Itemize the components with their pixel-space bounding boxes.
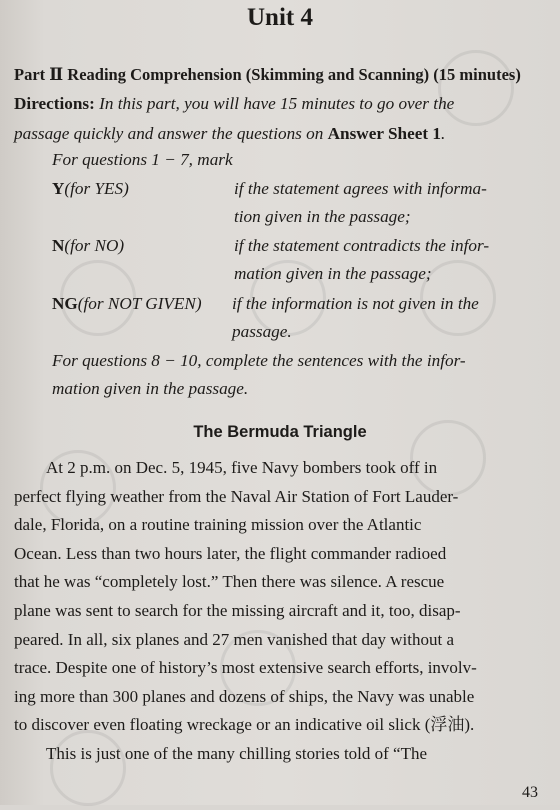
- mark-desc: tion given in the passage;: [234, 207, 411, 226]
- mark-paren: (for NO): [64, 236, 125, 255]
- directions-text: .: [440, 124, 446, 143]
- page-number: 43: [522, 784, 538, 801]
- passage-line: At 2 p.m. on Dec. 5, 1945, five Navy bombers took off in: [46, 458, 438, 477]
- mark-key: NG: [52, 294, 78, 313]
- unit-title: Unit 4: [247, 4, 313, 31]
- passage-line: peared. In all, six planes and 27 men vanished that day without a: [14, 629, 454, 649]
- mark-n: [52, 235, 124, 257]
- mark-key: Y: [52, 179, 65, 198]
- mark-desc: passage.: [232, 322, 292, 341]
- questions-note-line-2: mation given in the passage.: [52, 379, 249, 398]
- section-title: The Bermuda Triangle: [193, 423, 367, 441]
- directions-line-1: [14, 93, 534, 115]
- directions-label: Directions:: [14, 94, 95, 113]
- passage-line: dale, Florida, on a routine training mission over the Atlantic: [14, 515, 422, 535]
- passage-line: plane was sent to search for the missing aircraft and it, too, disap-: [14, 601, 461, 620]
- directions-text: passage quickly and answer the questions on: [14, 124, 328, 143]
- passage-line: to discover even floating wreckage or an indicative oil slick (浮油).: [14, 715, 475, 735]
- part-heading: Part Ⅱ Reading Comprehension (Skimming and Scanning) (15 minutes): [14, 65, 521, 84]
- mark-y: [52, 178, 129, 200]
- passage-line: that he was “completely lost.” Then there was silence. A rescue: [14, 572, 445, 592]
- mark-desc: if the statement contradicts the infor-: [234, 236, 490, 255]
- passage-line: trace. Despite one of history’s most extensive search efforts, involv-: [14, 658, 477, 678]
- passage-line: ing more than 300 planes and dozens of ships, the Navy was unable: [14, 686, 475, 706]
- mark-desc: if the statement agrees with informa-: [234, 179, 487, 198]
- mark-paren: (for NOT GIVEN): [77, 294, 202, 313]
- directions-text: In this part, you will have 15 minutes to go over the: [99, 94, 455, 113]
- questions-note-line-1: For questions 8 − 10, complete the sentences with the infor-: [52, 351, 466, 370]
- mark-key: N: [52, 236, 65, 255]
- mark-desc: mation given in the passage;: [234, 264, 432, 283]
- mark-ng: [52, 293, 202, 315]
- mark-desc: if the information is not given in the: [232, 294, 479, 313]
- passage-line: Ocean. Less than two hours later, the flight commander radioed: [14, 543, 447, 563]
- answer-sheet-ref: Answer Sheet 1: [327, 124, 441, 143]
- passage-line: perfect flying weather from the Naval Air Station of Fort Lauder-: [14, 486, 459, 506]
- mark-paren: (for YES): [64, 179, 129, 198]
- passage-line: This is just one of the many chilling stories told of “The: [46, 744, 428, 763]
- directions-line-2: [14, 123, 534, 145]
- directions-line-3: For questions 1 − 7, mark: [52, 150, 233, 169]
